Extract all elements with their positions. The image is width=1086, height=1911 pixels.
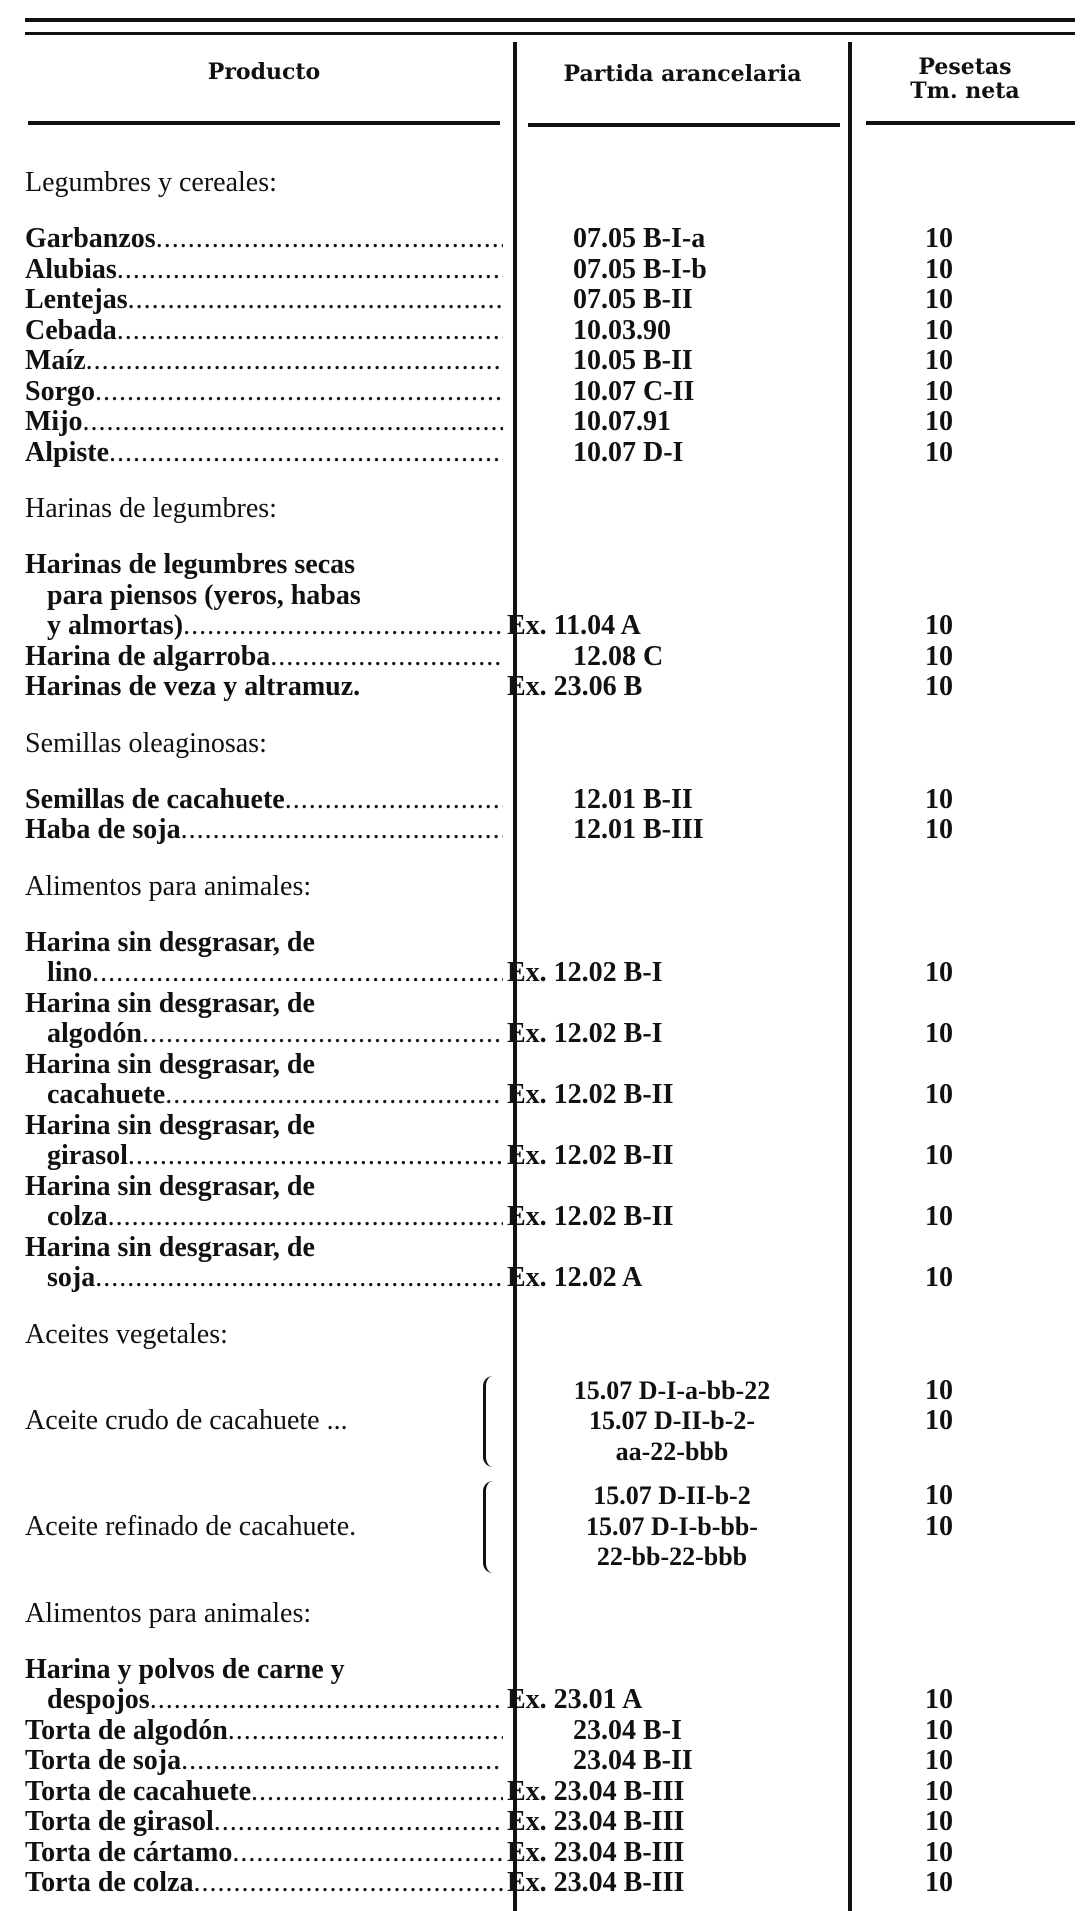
product-text: Lentejas <box>25 285 128 315</box>
tariff-code: 07.05 B-II <box>573 284 693 315</box>
dot-leader <box>285 785 503 816</box>
value: 10 <box>925 1201 953 1232</box>
tariff-code: 22-bb-22-bbb <box>596 1542 748 1571</box>
product-line <box>25 1111 503 1142</box>
value: 10 <box>925 957 953 988</box>
header-value-line2: Tm. neta <box>910 78 1020 104</box>
brace-icon <box>483 1376 500 1468</box>
tariff-code: Ex. 11.04 A <box>507 610 641 641</box>
product-line <box>25 285 503 316</box>
tariff-code-cell <box>503 1777 851 1808</box>
dot-leader <box>109 438 503 469</box>
product-line <box>25 611 503 642</box>
dot-leader <box>150 1685 503 1716</box>
dot-leader <box>214 1807 503 1838</box>
product-text: colza <box>47 1202 108 1232</box>
tariff-code: Ex. 12.02 B-I <box>507 957 663 988</box>
tariff-code-cell <box>503 316 851 347</box>
product-cell <box>25 255 503 286</box>
section-heading: Aceites vegetales: <box>25 1318 228 1350</box>
product-line <box>25 672 503 703</box>
top-rule-2 <box>25 32 1075 35</box>
value-cell <box>851 1868 1075 1899</box>
value-cell <box>851 550 1075 642</box>
product-line <box>25 1202 503 1233</box>
dot-leader <box>183 611 503 642</box>
dot-leader <box>128 285 503 316</box>
value-cell <box>851 224 1075 255</box>
dot-leader <box>181 1746 503 1777</box>
product-cell <box>25 407 503 438</box>
table-row <box>25 224 1075 255</box>
table-row <box>25 255 1075 286</box>
dot-leader <box>228 1716 503 1747</box>
product-cell <box>25 1655 503 1716</box>
product-text: Harina y polvos de carne y <box>25 1654 345 1685</box>
tariff-code-cell <box>503 1376 851 1468</box>
product-line <box>25 1019 503 1050</box>
tariff-code: 15.07 D-I-b-bb- <box>586 1511 758 1541</box>
table-row <box>25 1376 1075 1468</box>
product-cell <box>25 642 503 673</box>
product-cell <box>25 550 503 642</box>
tariff-code-cell <box>503 346 851 377</box>
table-row <box>25 1655 1075 1716</box>
table-row <box>25 785 1075 816</box>
tariff-code: 10.03.90 <box>573 314 671 346</box>
tariff-code-cell <box>503 438 851 469</box>
table-row <box>25 1807 1075 1838</box>
product-line <box>25 1807 503 1838</box>
product-cell <box>25 1481 503 1573</box>
dot-leader <box>117 316 503 347</box>
tariff-code: 15.07 D-I-a-bb-22 <box>573 1375 771 1405</box>
value-cell <box>851 785 1075 816</box>
tariff-code: 12.08 C <box>573 640 664 672</box>
value-cell <box>851 1172 1075 1233</box>
tariff-code-cell <box>503 989 851 1050</box>
brace-icon <box>483 1481 500 1573</box>
product-text: Harina sin desgrasar, de <box>25 1049 315 1080</box>
product-text: Torta de cacahuete <box>25 1776 252 1807</box>
value: 10 <box>925 1405 953 1436</box>
product-text: Harinas de legumbres secas <box>25 550 356 580</box>
product-text: lino <box>47 958 93 988</box>
tariff-code: Ex. 12.02 B-II <box>507 1079 674 1110</box>
tariff-code: 07.05 B-I-a <box>573 223 706 254</box>
header-code: Partida arancelaria <box>563 61 802 87</box>
product-text: Aceite refinado de cacahuete. <box>25 1511 357 1542</box>
header-rule-code <box>528 123 840 127</box>
tariff-code: Ex. 23.04 B-III <box>507 1775 685 1807</box>
tariff-code: Ex. 23.04 B-III <box>507 1867 685 1898</box>
value-cell <box>851 285 1075 316</box>
value: 10 <box>925 345 953 376</box>
product-cell <box>25 785 503 816</box>
product-line <box>25 785 503 816</box>
section-heading: Semillas oleaginosas: <box>25 727 267 759</box>
value-cell <box>851 1838 1075 1869</box>
tariff-code-cell <box>503 815 851 846</box>
value-cell <box>851 1746 1075 1777</box>
product-text: Alubias <box>25 254 117 285</box>
value: 10 <box>925 1480 953 1511</box>
section-heading: Harinas de legumbres: <box>25 493 277 524</box>
product-line <box>25 1512 503 1543</box>
value-spacer <box>851 1437 1027 1468</box>
tariff-code-cell <box>503 785 851 816</box>
product-cell <box>25 1050 503 1111</box>
table-row <box>25 407 1075 438</box>
tariff-code-cell <box>503 1233 851 1294</box>
product-line <box>25 1716 503 1747</box>
product-cell <box>25 989 503 1050</box>
value: 10 <box>925 1140 953 1171</box>
value-cell <box>851 316 1075 347</box>
product-cell <box>25 316 503 347</box>
header-value <box>855 55 1075 103</box>
value-cell <box>851 989 1075 1050</box>
value: 10 <box>925 640 953 672</box>
tariff-code-cell <box>503 285 851 316</box>
value: 10 <box>925 1836 953 1868</box>
value-cell <box>851 1111 1075 1172</box>
value: 10 <box>925 1867 953 1898</box>
product-line <box>25 407 503 438</box>
header-rule-value <box>866 121 1075 125</box>
tariff-code: 12.01 B-III <box>573 814 704 845</box>
tariff-code: Ex. 12.02 B-II <box>507 1201 674 1232</box>
product-line <box>25 581 503 612</box>
tariff-code-cell <box>503 1172 851 1233</box>
product-line <box>25 642 503 673</box>
table-row <box>25 1716 1075 1747</box>
product-text: Aceite crudo de cacahuete ... <box>25 1406 348 1436</box>
value: 10 <box>925 284 953 315</box>
table-row <box>25 438 1075 469</box>
value: 10 <box>925 1714 953 1746</box>
product-line <box>25 550 503 581</box>
value-cell <box>851 407 1075 438</box>
dot-leader <box>83 407 503 438</box>
tariff-code-cell <box>503 672 851 703</box>
product-cell <box>25 438 503 469</box>
product-cell <box>25 1376 503 1468</box>
value: 10 <box>925 1806 953 1837</box>
product-line <box>25 1777 503 1808</box>
value-cell <box>851 1233 1075 1294</box>
value-cell <box>851 815 1075 846</box>
value-cell <box>851 1376 1075 1468</box>
dot-leader <box>142 1019 503 1050</box>
dot-leader <box>251 1777 503 1808</box>
value-cell <box>851 255 1075 286</box>
tariff-code-cell <box>503 1716 851 1747</box>
table-row <box>25 642 1075 673</box>
product-line <box>25 1746 503 1777</box>
product-line <box>25 928 503 959</box>
tariff-code: 10.07 C-II <box>573 375 695 407</box>
tariff-code: 10.07 D-I <box>573 436 684 468</box>
product-text: Torta de colza <box>25 1868 194 1898</box>
product-line <box>25 1868 503 1899</box>
section-heading: Alimentos para animales: <box>25 870 312 902</box>
tariff-code-cell <box>503 550 851 642</box>
product-text: Torta de cártamo <box>25 1837 233 1868</box>
product-line <box>25 1233 503 1264</box>
product-line <box>25 1263 503 1294</box>
header-rule-product <box>28 121 500 125</box>
product-cell <box>25 1807 503 1838</box>
product-text: para piensos (yeros, habas <box>47 580 361 611</box>
tariff-code: 07.05 B-I-b <box>573 253 707 285</box>
dot-leader <box>156 224 503 255</box>
table-row <box>25 346 1075 377</box>
product-text: Cebada <box>25 315 117 346</box>
value: 10 <box>925 436 953 468</box>
value: 10 <box>925 783 953 815</box>
product-line <box>25 255 503 286</box>
dot-leader <box>165 1080 503 1111</box>
value: 10 <box>925 1079 953 1110</box>
table-row <box>25 928 1075 989</box>
value: 10 <box>925 671 953 702</box>
product-cell <box>25 1111 503 1172</box>
table-row <box>25 1777 1075 1808</box>
tariff-code-cell <box>503 224 851 255</box>
tariff-code: Ex. 23.01 A <box>507 1684 643 1715</box>
dot-leader <box>92 958 503 989</box>
tariff-code-cell <box>503 1807 851 1838</box>
product-line <box>25 1050 503 1081</box>
product-line <box>25 1080 503 1111</box>
product-text: despojos <box>47 1685 150 1715</box>
table-row <box>25 815 1075 846</box>
table-row <box>25 672 1075 703</box>
tariff-code-cell <box>503 407 851 438</box>
tariff-code-cell <box>503 1838 851 1869</box>
tariff-code-cell <box>503 1868 851 1899</box>
value-cell <box>851 672 1075 703</box>
product-line <box>25 438 503 469</box>
tariff-code: 10.05 B-II <box>573 345 693 376</box>
value-cell <box>851 1716 1075 1747</box>
product-cell <box>25 1746 503 1777</box>
dot-leader <box>95 1263 503 1294</box>
product-text: Maíz <box>25 346 86 376</box>
product-line <box>25 1655 503 1686</box>
value: 10 <box>925 1262 953 1293</box>
tariff-code: Ex. 23.06 B <box>507 671 643 702</box>
product-line <box>25 1406 503 1437</box>
dot-leader <box>270 642 503 673</box>
value: 10 <box>925 1745 953 1776</box>
product-cell <box>25 1868 503 1899</box>
product-text: algodón <box>47 1019 142 1049</box>
product-text: cacahuete <box>47 1080 166 1110</box>
dot-leader <box>86 346 503 377</box>
product-text: Semillas de cacahuete <box>25 784 285 815</box>
product-text: Mijo <box>25 407 83 437</box>
product-cell <box>25 1716 503 1747</box>
product-text: Torta de girasol <box>25 1807 214 1837</box>
product-text: Harina sin desgrasar, de <box>25 1171 315 1202</box>
tariff-code: Ex. 12.02 B-I <box>507 1018 663 1049</box>
dot-leader <box>95 377 503 408</box>
value: 10 <box>925 814 953 845</box>
tariff-code-cell <box>503 255 851 286</box>
value-cell <box>851 1481 1075 1573</box>
section-heading: Alimentos para animales: <box>25 1597 312 1629</box>
table-row <box>25 989 1075 1050</box>
value-cell <box>851 1655 1075 1716</box>
value-cell <box>851 1050 1075 1111</box>
dot-leader <box>194 1868 504 1899</box>
table-row <box>25 1481 1075 1573</box>
product-text: Torta de soja <box>25 1746 182 1776</box>
value-spacer <box>851 1542 1027 1573</box>
tariff-code-cell <box>503 377 851 408</box>
product-line <box>25 1172 503 1203</box>
tariff-code-cell <box>503 1050 851 1111</box>
product-line <box>25 224 503 255</box>
tariff-code: Ex. 23.04 B-III <box>507 1836 685 1868</box>
value-cell <box>851 642 1075 673</box>
value: 10 <box>925 1018 953 1049</box>
product-line <box>25 1685 503 1716</box>
value: 10 <box>925 1510 953 1542</box>
tariff-code: aa-22-bbb <box>615 1436 729 1466</box>
value: 10 <box>925 1775 953 1807</box>
product-text: soja <box>47 1263 96 1293</box>
value: 10 <box>925 253 953 285</box>
value-cell <box>851 1777 1075 1808</box>
product-line <box>25 958 503 989</box>
dot-leader <box>181 815 503 846</box>
product-cell <box>25 377 503 408</box>
value: 10 <box>925 314 953 346</box>
product-text: Harina de algarroba <box>25 641 271 672</box>
product-cell <box>25 1777 503 1808</box>
section-heading: Legumbres y cereales: <box>25 167 277 198</box>
product-line <box>25 815 503 846</box>
product-line <box>25 989 503 1020</box>
tariff-code-cell <box>503 1481 851 1573</box>
product-cell <box>25 224 503 255</box>
product-text: girasol <box>47 1141 128 1171</box>
value: 10 <box>925 406 953 437</box>
product-line <box>25 1141 503 1172</box>
product-text: y almortas) <box>47 611 184 641</box>
tariff-code-cell <box>503 1655 851 1716</box>
dot-leader <box>108 1202 503 1233</box>
value: 10 <box>925 375 953 407</box>
value: 10 <box>925 223 953 254</box>
table-row <box>25 1111 1075 1172</box>
tariff-code: 23.04 B-I <box>573 1714 682 1746</box>
table-row <box>25 550 1075 642</box>
product-cell <box>25 672 503 703</box>
product-text: Harina sin desgrasar, de <box>25 927 315 958</box>
value: 10 <box>925 1684 953 1715</box>
product-line <box>25 346 503 377</box>
value-cell <box>851 346 1075 377</box>
value: 10 <box>925 610 953 641</box>
table-row <box>25 1746 1075 1777</box>
product-text: Garbanzos <box>25 224 156 254</box>
header-value-line1: Pesetas <box>918 54 1012 80</box>
table-row <box>25 1868 1075 1899</box>
tariff-code-cell <box>503 928 851 989</box>
product-text: Harina sin desgrasar, de <box>25 1232 315 1263</box>
top-rule <box>25 18 1075 22</box>
tariff-code: Ex. 12.02 A <box>507 1262 643 1293</box>
dot-leader <box>232 1838 503 1869</box>
product-cell <box>25 1233 503 1294</box>
table-row <box>25 1838 1075 1869</box>
tariff-code-cell <box>503 1111 851 1172</box>
tariff-code: 15.07 D-II-b-2 <box>593 1481 751 1510</box>
product-text: Sorgo <box>25 376 95 407</box>
table-row <box>25 285 1075 316</box>
product-cell <box>25 1172 503 1233</box>
product-cell <box>25 285 503 316</box>
value: 10 <box>925 1374 953 1406</box>
table-row <box>25 377 1075 408</box>
product-cell <box>25 815 503 846</box>
product-text: Torta de algodón <box>25 1715 228 1746</box>
product-cell <box>25 1838 503 1869</box>
tariff-code: 23.04 B-II <box>573 1745 693 1776</box>
tariff-code: 15.07 D-II-b-2- <box>588 1406 756 1435</box>
table-row <box>25 1233 1075 1294</box>
tariff-code-cell <box>503 1746 851 1777</box>
tariff-code: Ex. 12.02 B-II <box>507 1140 674 1171</box>
product-text: Alpiste <box>25 437 109 468</box>
value-cell <box>851 1807 1075 1838</box>
product-line <box>25 1838 503 1869</box>
dot-leader <box>128 1141 503 1172</box>
table-body <box>25 168 1075 1899</box>
header-product: Producto <box>207 59 321 85</box>
value-cell <box>851 928 1075 989</box>
tariff-code: 10.07.91 <box>573 406 671 437</box>
product-line <box>25 316 503 347</box>
product-cell <box>25 346 503 377</box>
product-text: Harina sin desgrasar, de <box>25 1110 315 1141</box>
tariff-code: Ex. 23.04 B-III <box>507 1806 685 1837</box>
tariff-code-cell <box>503 642 851 673</box>
product-line <box>25 377 503 408</box>
table-row <box>25 1172 1075 1233</box>
tariff-code: 12.01 B-II <box>573 783 693 815</box>
table-row <box>25 1050 1075 1111</box>
dot-leader <box>117 255 503 286</box>
value-cell <box>851 438 1075 469</box>
product-cell <box>25 928 503 989</box>
table-row <box>25 316 1075 347</box>
product-text: Haba de soja <box>25 815 181 845</box>
value-cell <box>851 377 1075 408</box>
product-text: Harinas de veza y altramuz. <box>25 672 361 702</box>
product-text: Harina sin desgrasar, de <box>25 988 315 1019</box>
